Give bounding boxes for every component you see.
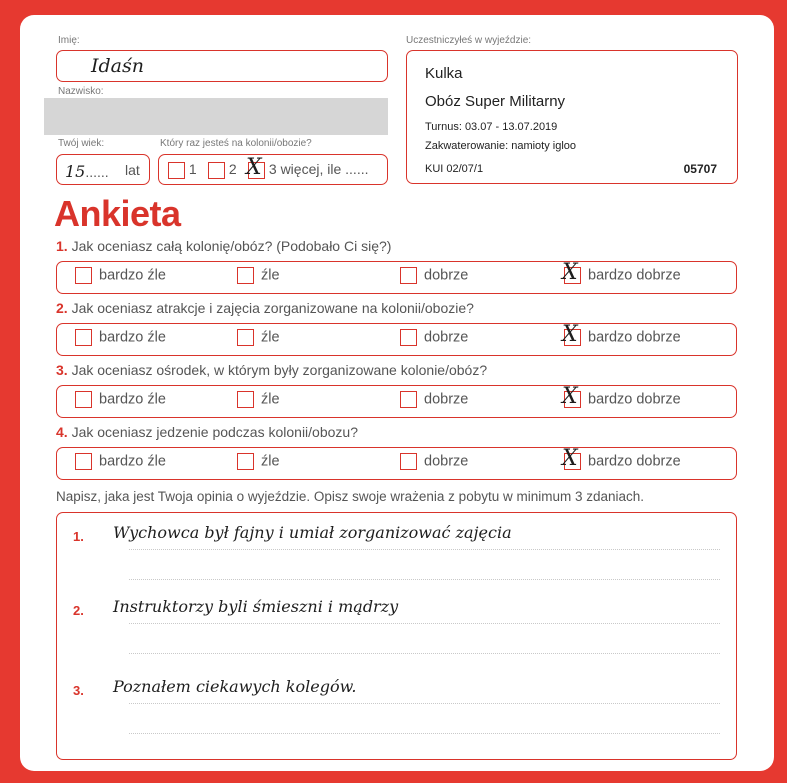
surname-redacted bbox=[44, 98, 388, 135]
q1-option-very-bad[interactable]: bardzo źle bbox=[75, 267, 166, 284]
q1-check-mark: X bbox=[562, 260, 578, 285]
q4-option-bad[interactable]: źle bbox=[237, 453, 280, 470]
trip-turnus: Turnus: 03.07 - 13.07.2019 bbox=[425, 121, 558, 133]
q1-checkbox-very-good[interactable] bbox=[562, 260, 581, 285]
survey-title: Ankieta bbox=[54, 193, 181, 234]
rating-row-1 bbox=[56, 261, 737, 294]
q1-option-good[interactable]: dobrze bbox=[400, 267, 468, 284]
q4-checkbox-bad[interactable] bbox=[237, 453, 254, 470]
name-label: Imię: bbox=[58, 35, 80, 46]
q1-checkbox-good[interactable] bbox=[400, 267, 417, 284]
q4-checkbox-good[interactable] bbox=[400, 453, 417, 470]
q3-checkbox-very-bad[interactable] bbox=[75, 391, 92, 408]
answer-line bbox=[129, 549, 720, 550]
age-field[interactable] bbox=[56, 154, 150, 185]
q4-option-very-good[interactable]: X bardzo dobrze bbox=[562, 446, 681, 471]
trip-camp: Obóz Super Militarny bbox=[425, 93, 566, 110]
opinion-box[interactable] bbox=[56, 512, 737, 760]
times-option-2[interactable]: 2 bbox=[208, 161, 237, 179]
q4-check-mark: X bbox=[562, 446, 578, 471]
age-dots: ...... bbox=[85, 164, 109, 180]
answer-1-text: Wychowca był fajny i umiał zorganizować zajęcia bbox=[113, 523, 512, 542]
times-check-mark: X bbox=[246, 154, 262, 180]
question-2: 2. Jak oceniasz atrakcje i zajęcia zorganizowane na kolonii/obozie? bbox=[56, 300, 474, 316]
q3-checkbox-very-good[interactable] bbox=[562, 384, 581, 409]
q3-option-very-bad[interactable]: bardzo źle bbox=[75, 391, 166, 408]
q2-checkbox-very-bad[interactable] bbox=[75, 329, 92, 346]
q3-option-bad[interactable]: źle bbox=[237, 391, 280, 408]
name-field[interactable] bbox=[56, 50, 388, 82]
times-option-3[interactable]: X 3 więcej, ile ...... bbox=[246, 154, 369, 180]
name-value: Idaśn bbox=[91, 55, 144, 77]
question-3: 3. Jak oceniasz ośrodek, w którym były zorganizowane kolonie/obóz? bbox=[56, 362, 488, 378]
times-checkbox-3[interactable] bbox=[246, 154, 265, 180]
q4-option-very-bad[interactable]: bardzo źle bbox=[75, 453, 166, 470]
surname-label: Nazwisko: bbox=[58, 86, 104, 97]
trip-code: KUI 02/07/1 bbox=[425, 163, 484, 175]
q3-checkbox-good[interactable] bbox=[400, 391, 417, 408]
q4-checkbox-very-bad[interactable] bbox=[75, 453, 92, 470]
q2-option-good[interactable]: dobrze bbox=[400, 329, 468, 346]
q2-checkbox-bad[interactable] bbox=[237, 329, 254, 346]
times-checkbox-2[interactable] bbox=[208, 162, 225, 179]
answer-3-text: Poznałem ciekawych kolegów. bbox=[113, 677, 357, 696]
answer-2-number: 2. bbox=[73, 603, 84, 618]
age-line bbox=[65, 162, 109, 181]
q1-checkbox-bad[interactable] bbox=[237, 267, 254, 284]
question-4: 4. Jak oceniasz jedzenie podczas kolonii/obozu? bbox=[56, 424, 358, 440]
q4-option-good[interactable]: dobrze bbox=[400, 453, 468, 470]
answer-line bbox=[129, 733, 720, 734]
q2-option-very-bad[interactable]: bardzo źle bbox=[75, 329, 166, 346]
q1-option-bad[interactable]: źle bbox=[237, 267, 280, 284]
survey-sheet bbox=[20, 15, 774, 771]
rating-row-2 bbox=[56, 323, 737, 356]
q2-option-very-good[interactable]: X bardzo dobrze bbox=[562, 322, 681, 347]
trip-number: 05707 bbox=[683, 162, 717, 176]
q3-checkbox-bad[interactable] bbox=[237, 391, 254, 408]
q2-checkbox-very-good[interactable] bbox=[562, 322, 581, 347]
q1-option-very-good[interactable]: X bardzo dobrze bbox=[562, 260, 681, 285]
rating-row-4 bbox=[56, 447, 737, 480]
times-field bbox=[158, 154, 388, 185]
answer-2-text: Instruktorzy byli śmieszni i mądrzy bbox=[113, 597, 399, 616]
age-unit: lat bbox=[125, 162, 140, 178]
answer-1-number: 1. bbox=[73, 529, 84, 544]
q2-option-bad[interactable]: źle bbox=[237, 329, 280, 346]
q2-checkbox-good[interactable] bbox=[400, 329, 417, 346]
times-checkbox-1[interactable] bbox=[168, 162, 185, 179]
q4-checkbox-very-good[interactable] bbox=[562, 446, 581, 471]
answer-line bbox=[129, 623, 720, 624]
q3-option-very-good[interactable]: X bardzo dobrze bbox=[562, 384, 681, 409]
age-value: 15 bbox=[65, 162, 86, 181]
trip-accommodation: Zakwaterowanie: namioty igloo bbox=[425, 140, 577, 152]
trip-label: Uczestniczyłeś w wyjeździe: bbox=[406, 35, 532, 46]
answer-line bbox=[129, 579, 720, 580]
times-label: Który raz jesteś na kolonii/obozie? bbox=[160, 138, 312, 149]
answer-line bbox=[129, 703, 720, 704]
rating-row-3 bbox=[56, 385, 737, 418]
age-label: Twój wiek: bbox=[58, 138, 105, 149]
answer-3-number: 3. bbox=[73, 683, 84, 698]
q2-check-mark: X bbox=[562, 322, 578, 347]
trip-name: Kulka bbox=[425, 65, 463, 82]
question-1: 1. Jak oceniasz całą kolonię/obóz? (Podobało Ci się?) bbox=[56, 238, 392, 254]
q3-option-good[interactable]: dobrze bbox=[400, 391, 468, 408]
answer-line bbox=[129, 653, 720, 654]
trip-info-box bbox=[406, 50, 738, 184]
opinion-prompt: Napisz, jaka jest Twoja opinia o wyjeździe. Opisz swoje wrażenia z pobytu w minimum 3 zdaniach. bbox=[56, 489, 645, 504]
q3-check-mark: X bbox=[562, 384, 578, 409]
times-option-1[interactable]: 1 bbox=[168, 161, 197, 179]
q1-checkbox-very-bad[interactable] bbox=[75, 267, 92, 284]
